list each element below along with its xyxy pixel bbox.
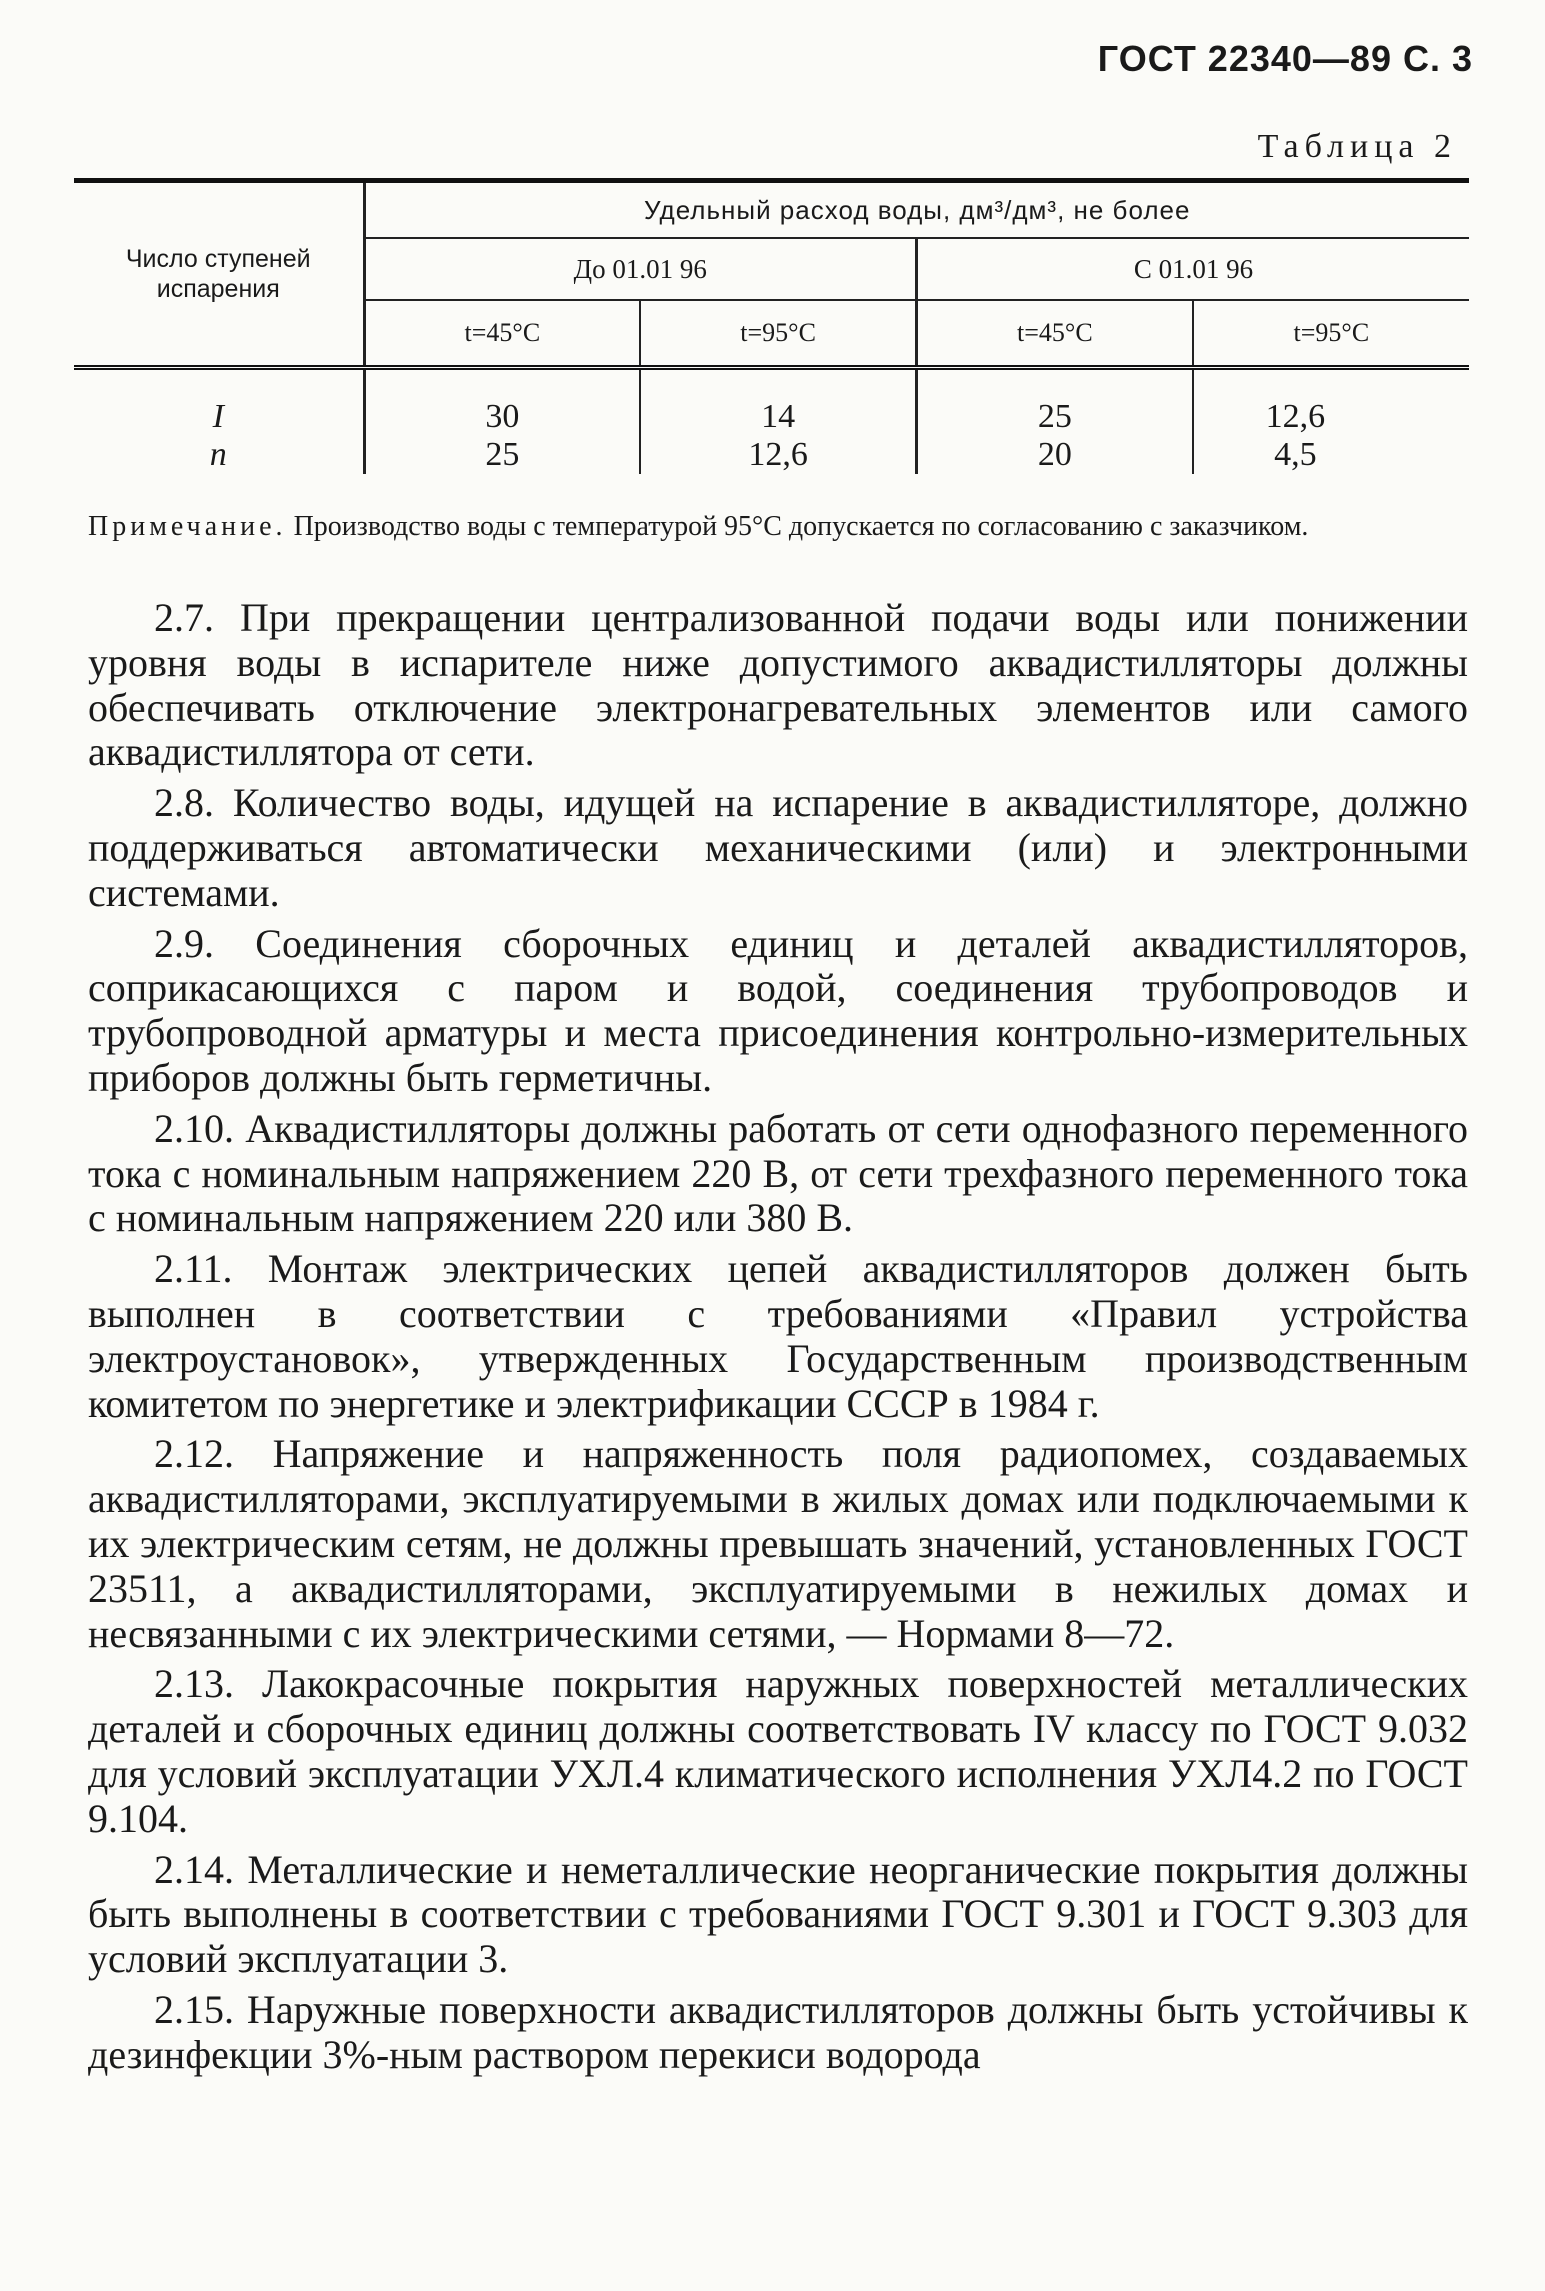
period-header: До 01.01 96 bbox=[364, 238, 917, 300]
table-caption: Таблица 2 bbox=[1257, 128, 1457, 165]
paragraph-2-9: 2.9. Соединения сборочных единиц и деталей аквадистилляторов, соприкасающихся с паром и водой, соединения трубопроводов и трубопроводной арматуры и места присоединения контрольно-измерительных приборов должны быть герметичны. bbox=[88, 920, 1468, 1100]
table-cell: 20 bbox=[917, 436, 1193, 474]
table-note bbox=[88, 508, 1468, 545]
table-cell: 12,6 bbox=[640, 436, 916, 474]
period-header: С 01.01 96 bbox=[917, 238, 1470, 300]
table-cell: 4,5 bbox=[1274, 436, 1317, 473]
temp-header: t=45°C bbox=[364, 300, 640, 368]
paragraph-2-7: 2.7. При прекращении централизованной подачи воды или понижении уровня воды в испарителе ниже допустимого аквадистилляторы должны обеспечивать отключение электронагревательных элементов или самого аквадистиллятора от сети. bbox=[88, 595, 1468, 775]
temp-header: t=45°C bbox=[917, 300, 1193, 368]
paragraph-2-15: 2.15. Наружные поверхности аквадистилляторов должны быть устойчивы к дезинфекции 3%-ным раствором перекиси водорода bbox=[88, 1986, 1468, 2077]
table-cell: 25 bbox=[917, 368, 1193, 437]
note-text: Производство воды с температурой 95°С допускается по согласованию с заказчиком. bbox=[293, 511, 1309, 542]
row-header: Число ступеней испарения bbox=[74, 181, 364, 368]
table-cell: 30 bbox=[364, 368, 640, 437]
row-name: I bbox=[74, 368, 364, 437]
paragraph-2-10: 2.10. Аквадистилляторы должны работать от сети однофазного переменного тока с номинальным напряжением 220 В, от сети трехфазного переменного тока с номинальным напряжением 220 или 380 В. bbox=[88, 1105, 1468, 1241]
paragraph-2-11: 2.11. Монтаж электрических цепей аквадистилляторов должен быть выполнен в соответствии с требованиями «Правил устройства электроустановок», утвержденных Государственным производственным комитетом по энергетике и электрификации СССР в 1984 г. bbox=[88, 1246, 1468, 1426]
paragraph-2-8: 2.8. Количество воды, идущей на испарение в аквадистилляторе, должно поддерживаться автоматически механическими (или) и электронными системами. bbox=[88, 780, 1468, 915]
page-header: ГОСТ 22340—89 С. 3 bbox=[1097, 38, 1473, 79]
body-text bbox=[88, 596, 1468, 2084]
group-header: Удельный расход воды, дм³/дм³, не более bbox=[364, 181, 1469, 239]
table-row bbox=[74, 368, 1469, 437]
temp-header: t=95°C bbox=[640, 300, 916, 368]
paragraph-2-14: 2.14. Металлические и неметаллические неорганические покрытия должны быть выполнены в соответствии с требованиями ГОСТ 9.301 и ГОСТ 9.303 для условий эксплуатации 3. bbox=[88, 1846, 1468, 1982]
row-name: n bbox=[74, 436, 364, 474]
table-row bbox=[74, 436, 1469, 474]
table-cell: 14 bbox=[640, 368, 916, 437]
paragraph-2-12: 2.12. Напряжение и напряженность поля радиопомех, создаваемых аквадистилляторами, эксплуатируемыми в жилых домах или подключаемыми к их электрическим сетям, не должны превышать значений, установленных ГОСТ 23511, а аквадистилляторами, эксплуатируемыми в нежилых домах и несвязанными с их электрическими сетями, — Нормами 8—72. bbox=[88, 1431, 1468, 1656]
water-consumption-table bbox=[74, 178, 1469, 474]
table-cell: 25 bbox=[364, 436, 640, 474]
table-cell: 12,6 bbox=[1265, 398, 1326, 435]
temp-header: t=95°C bbox=[1293, 318, 1370, 347]
note-label: Примечание. bbox=[88, 511, 287, 542]
paragraph-2-13: 2.13. Лакокрасочные покрытия наружных поверхностей металлических деталей и сборочных единиц должны соответствовать IV классу по ГОСТ 9.032 для условий эксплуатации УХЛ.4 климатического исполнения УХЛ4.2 по ГОСТ 9.104. bbox=[88, 1661, 1468, 1841]
